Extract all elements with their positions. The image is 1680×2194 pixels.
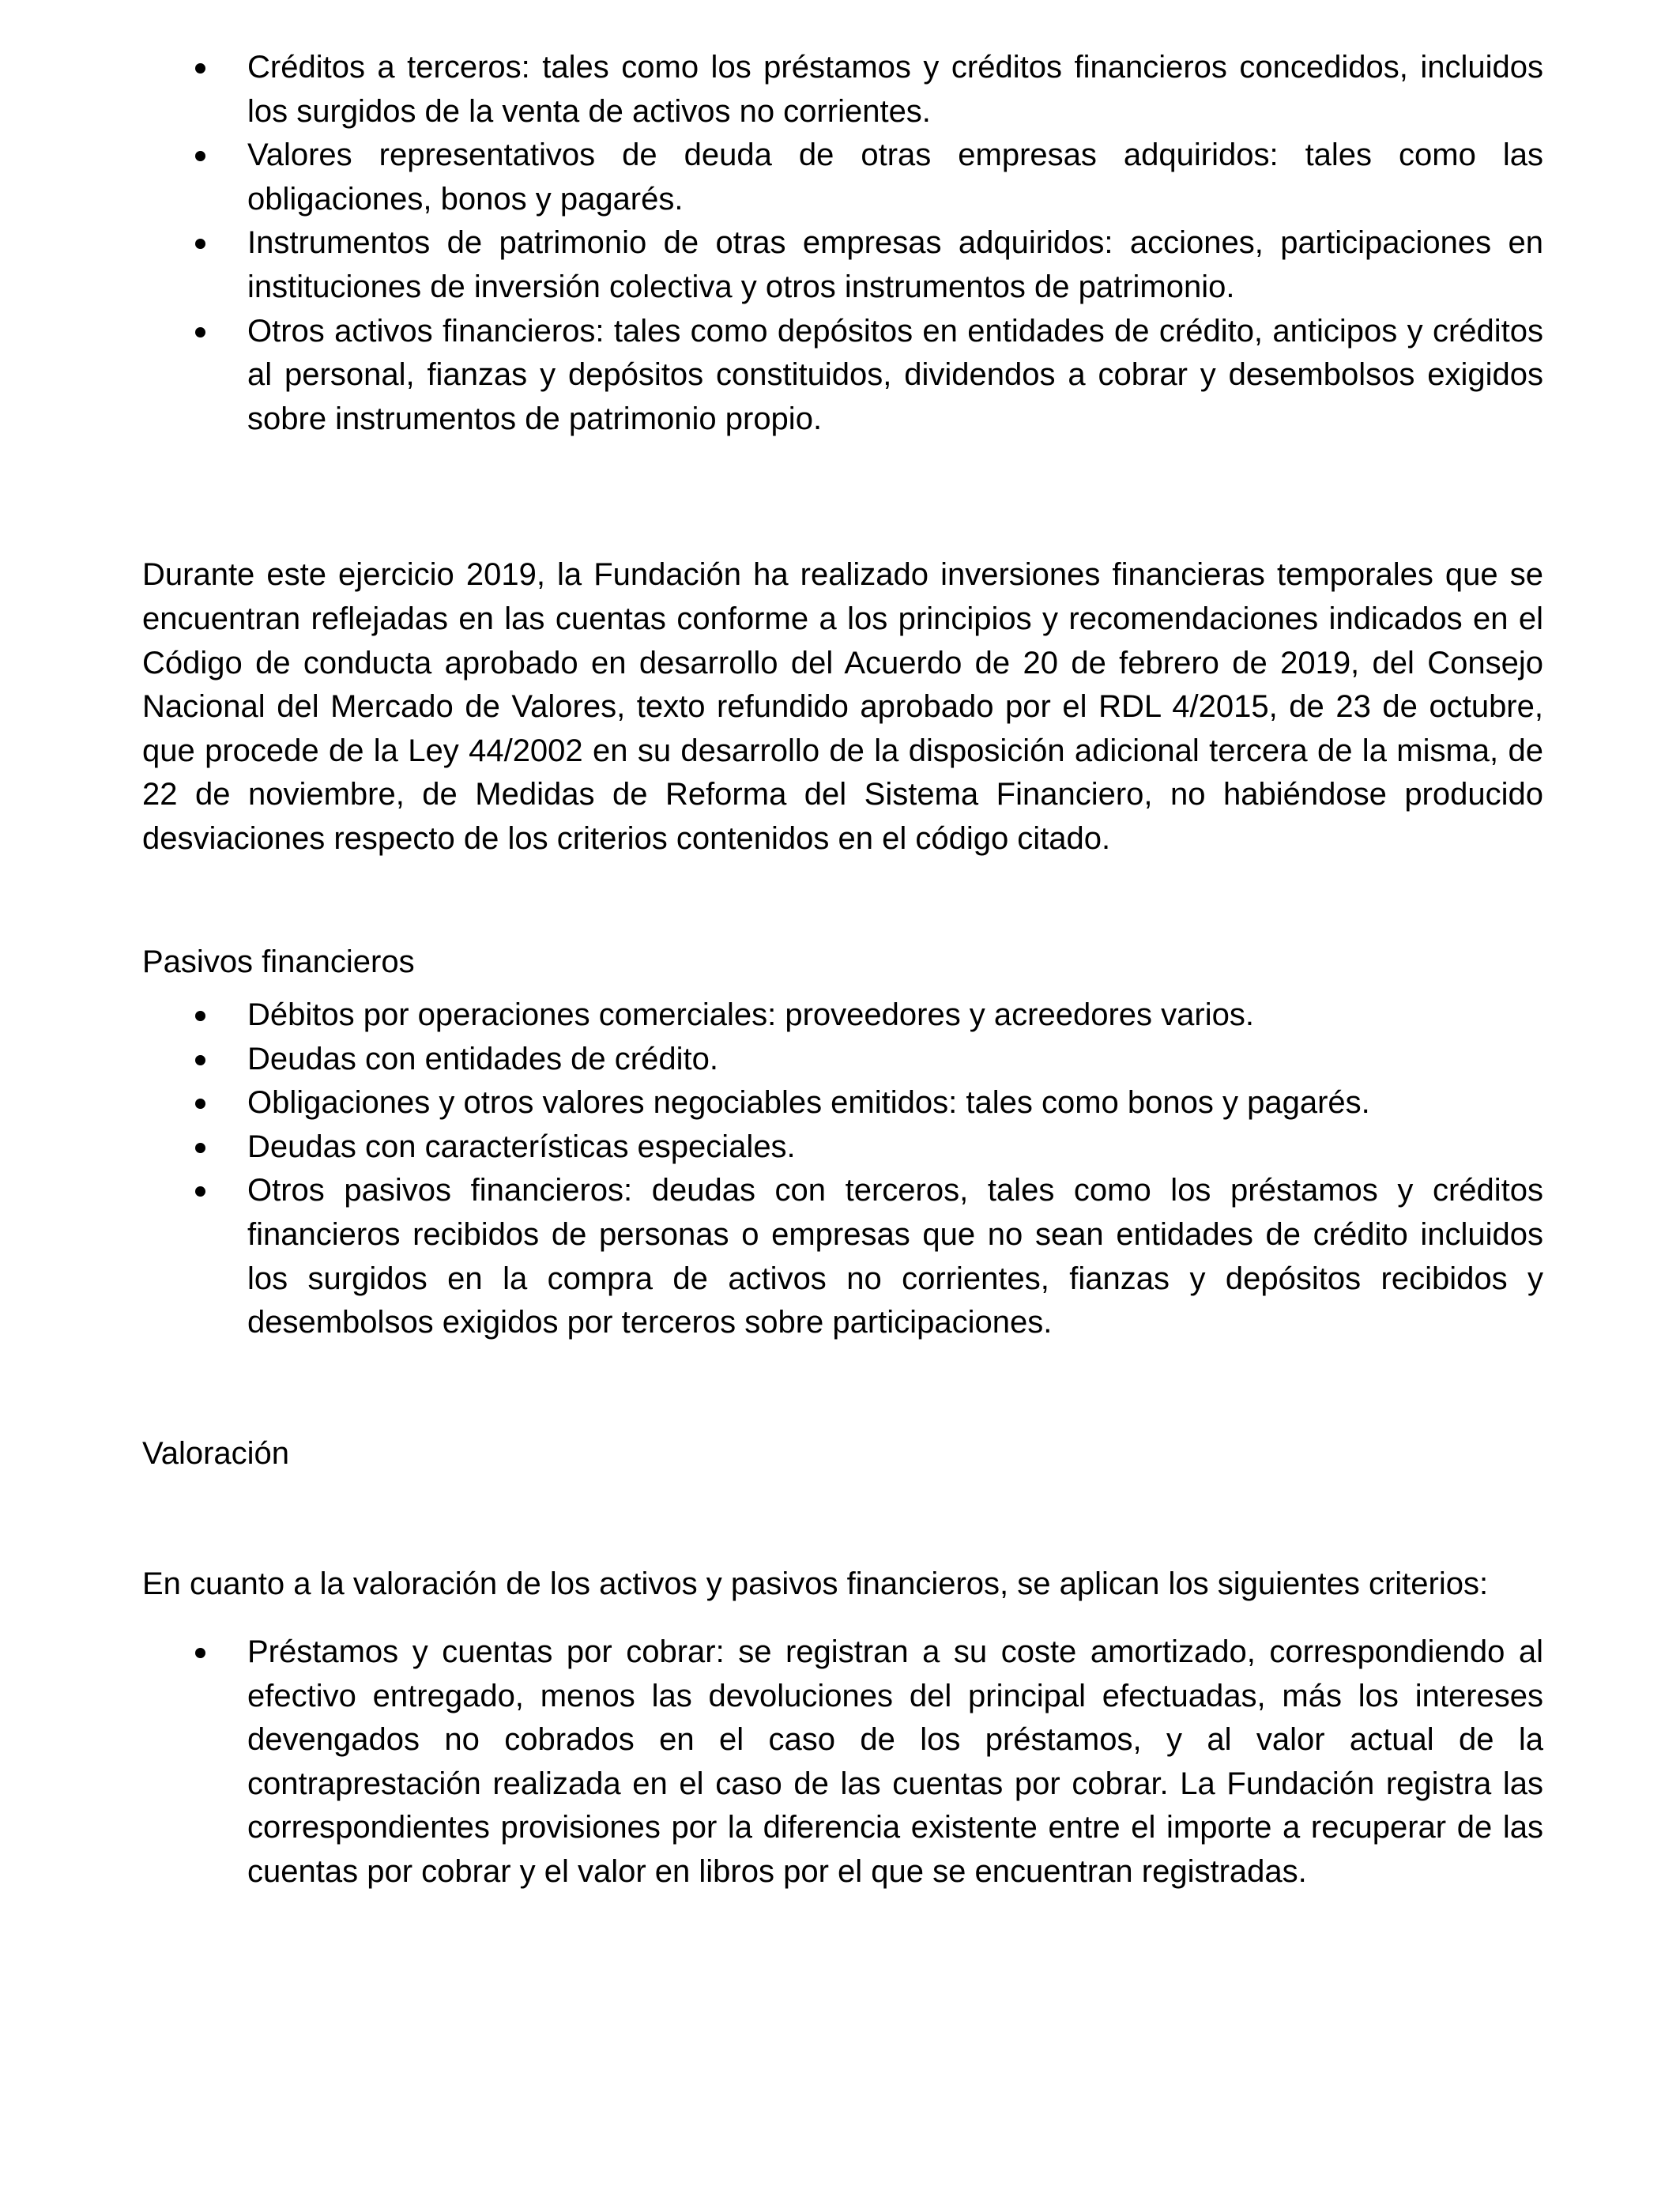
- list-item-text: Instrumentos de patrimonio de otras empresas adquiridos: acciones, participaciones en instituciones de inversión colectiva y otros instrumentos de patrimonio.: [247, 225, 1543, 304]
- list-item: [142, 1630, 1543, 1894]
- list-item: [142, 134, 1543, 221]
- bullet-icon: [195, 1648, 205, 1658]
- list-item-text: Otros pasivos financieros: deudas con terceros, tales como los préstamos y créditos financieros recibidos de personas o empresas que no sean entidades de crédito incluidos los surgidos en la compra de activos no corrientes, fianzas y depósitos recibidos y desembolsos exigidos por terceros sobre participaciones.: [247, 1173, 1543, 1340]
- list-item: [142, 1081, 1543, 1125]
- list-item-text: Deudas con características especiales.: [247, 1129, 796, 1164]
- bullet-icon: [195, 239, 205, 249]
- list-item: [142, 1169, 1543, 1344]
- list-item: [142, 1125, 1543, 1170]
- heading-pasivos-financieros: Pasivos financieros: [142, 944, 415, 979]
- list-item-text: Deudas con entidades de crédito.: [247, 1041, 718, 1076]
- list-item-text: Valores representativos de deuda de otras empresas adquiridos: tales como las obligaciones, bonos y pagarés.: [247, 138, 1543, 217]
- bullet-icon: [195, 1011, 205, 1021]
- bullet-icon: [195, 327, 205, 337]
- bullet-icon: [195, 151, 205, 161]
- bullet-icon: [195, 1099, 205, 1109]
- bullet-icon: [195, 1186, 205, 1197]
- pasivos-financieros-list: [142, 993, 1543, 1345]
- paragraph-valoracion: En cuanto a la valoración de los activos y pasivos financieros, se aplican los siguientes criterios:: [142, 1566, 1489, 1602]
- list-item: [142, 46, 1543, 134]
- bullet-icon: [195, 63, 205, 74]
- document-page: [142, 46, 1543, 1894]
- activos-financieros-list: [142, 46, 1543, 441]
- heading-valoracion: Valoración: [142, 1435, 290, 1471]
- list-item: [142, 221, 1543, 309]
- list-item-text: Otros activos financieros: tales como depósitos en entidades de crédito, anticipos y créditos al personal, fianzas y depósitos constituidos, dividendos a cobrar y desembolsos exigidos sobre instrumentos de patrimonio propio.: [247, 313, 1543, 436]
- bullet-icon: [195, 1143, 205, 1153]
- paragraph-inversiones: Durante este ejercicio 2019, la Fundación ha realizado inversiones financieras temporales que se encuentran reflejadas en las cuentas conforme a los principios y recomendaciones indicados en el Código de conducta aprobado en desarrollo del Acuerdo de 20 de febrero de 2019, del Consejo Nacional del Mercado de Valores, texto refundido aprobado por el RDL 4/2015, de 23 de octubre, que procede de la Ley 44/2002 en su desarrollo de la disposición adicional tercera de la misma, de 22 de noviembre, de Medidas de Reforma del Sistema Financiero, no habiéndose producido desviaciones respecto de los criterios contenidos en el código citado.: [142, 557, 1543, 856]
- list-item-text: Préstamos y cuentas por cobrar: se registran a su coste amortizado, correspondiendo al efectivo entregado, menos las devoluciones del principal efectuadas, más los intereses devengados no cobrados en el caso de los préstamos, y al valor actual de la contraprestación realizada en el caso de las cuentas por cobrar. La Fundación registra las correspondientes provisiones por la diferencia existente entre el importe a recuperar de las cuentas por cobrar y el valor en libros por el que se encuentran registradas.: [247, 1634, 1543, 1889]
- bullet-icon: [195, 1055, 205, 1065]
- list-item-text: Obligaciones y otros valores negociables emitidos: tales como bonos y pagarés.: [247, 1085, 1370, 1121]
- list-item: [142, 1038, 1543, 1082]
- list-item-text: Créditos a terceros: tales como los préstamos y créditos financieros concedidos, incluidos los surgidos de la venta de activos no corrientes.: [247, 50, 1543, 129]
- list-item: [142, 993, 1543, 1038]
- list-item-text: Débitos por operaciones comerciales: proveedores y acreedores varios.: [247, 997, 1254, 1033]
- list-item: [142, 310, 1543, 442]
- valoracion-criterios-list: [142, 1630, 1543, 1894]
